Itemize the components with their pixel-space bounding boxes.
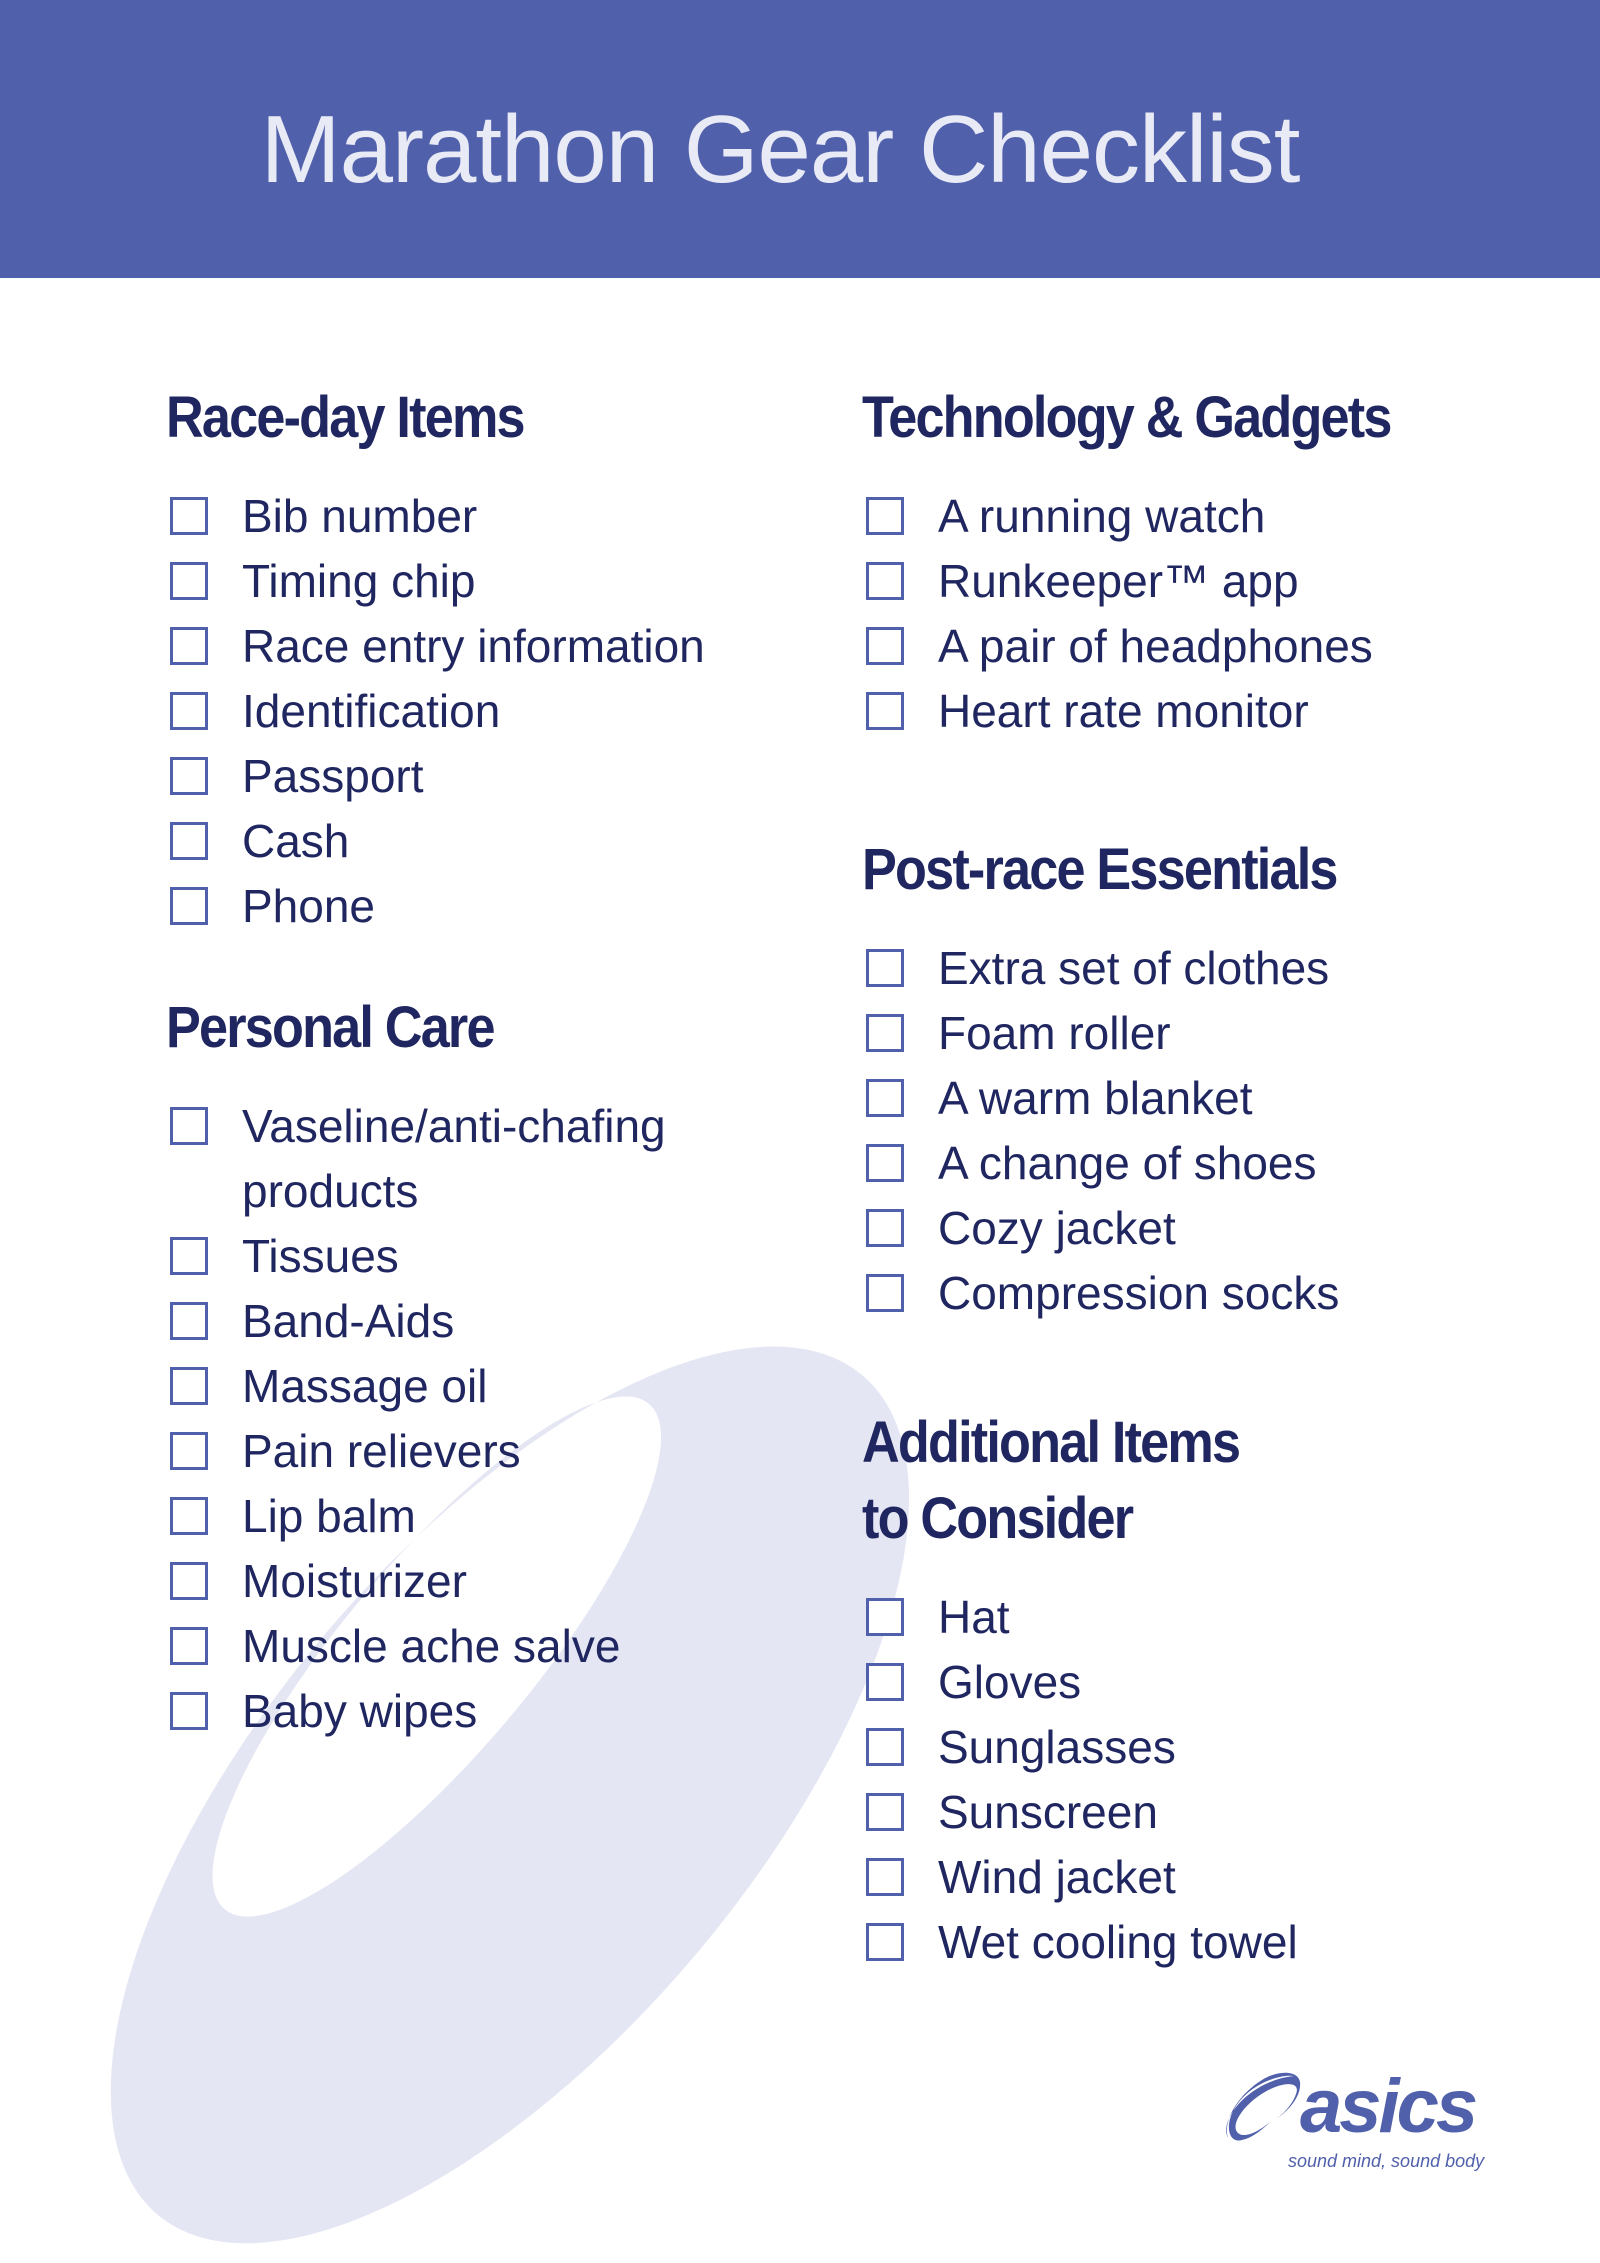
checkbox[interactable]: [866, 497, 904, 535]
checklist-item-label: Identification: [242, 685, 501, 737]
checkbox[interactable]: [866, 1858, 904, 1896]
checklist-item-label: Sunscreen: [938, 1786, 1158, 1838]
checkbox[interactable]: [170, 822, 208, 860]
checkbox[interactable]: [170, 1302, 208, 1340]
section-heading: Technology & Gadgets: [862, 385, 1391, 450]
checklist-item-label: Sunglasses: [938, 1721, 1176, 1773]
logo-wordmark: asics: [1300, 2064, 1476, 2149]
checklist-item[interactable]: [166, 1679, 726, 1744]
checkbox[interactable]: [170, 627, 208, 665]
section-heading: Race-day Items: [166, 385, 524, 450]
checkbox[interactable]: [866, 1014, 904, 1052]
section-heading-line2: to Consider: [862, 1486, 1133, 1551]
section-heading: Personal Care: [166, 995, 494, 1060]
checklist-item-label: Wind jacket: [938, 1851, 1176, 1903]
checklist-item-label: Gloves: [938, 1656, 1082, 1708]
checklist-item[interactable]: [862, 614, 1562, 679]
checkbox[interactable]: [170, 757, 208, 795]
checkbox[interactable]: [866, 1728, 904, 1766]
checklist-item[interactable]: [862, 1001, 1562, 1066]
checklist-item[interactable]: [862, 1066, 1562, 1131]
checklist-item[interactable]: [862, 679, 1562, 744]
checklist-item[interactable]: [862, 1131, 1562, 1196]
checklist-item[interactable]: [166, 874, 766, 939]
checkbox[interactable]: [866, 949, 904, 987]
checkbox[interactable]: [866, 627, 904, 665]
checklist-item[interactable]: [862, 1261, 1562, 1326]
checkbox[interactable]: [170, 1367, 208, 1405]
checkbox[interactable]: [866, 692, 904, 730]
checklist-item-label: Vaseline/anti-chafing products: [242, 1100, 666, 1217]
section-personal-care: [166, 990, 786, 1744]
checkbox[interactable]: [866, 1144, 904, 1182]
checklist-item-label: Wet cooling towel: [938, 1916, 1298, 1968]
checklist-item-label: Passport: [242, 750, 424, 802]
checklist-item-label: Baby wipes: [242, 1685, 478, 1737]
checklist-item-label: A pair of headphones: [938, 620, 1373, 672]
checklist-item-label: Bib number: [242, 490, 478, 542]
section-heading: Post-race Essentials: [862, 837, 1337, 902]
checklist-item-label: Foam roller: [938, 1007, 1171, 1059]
checkbox[interactable]: [866, 562, 904, 600]
checkbox[interactable]: [170, 1562, 208, 1600]
checklist-item-label: A change of shoes: [938, 1137, 1317, 1189]
checklist-item-label: Band-Aids: [242, 1295, 455, 1347]
checklist-item[interactable]: [166, 614, 766, 679]
checklist-item-label: Compression socks: [938, 1267, 1340, 1319]
checklist-item-label: Tissues: [242, 1230, 399, 1282]
checklist-item-label: Pain relievers: [242, 1425, 521, 1477]
checklist-item-label: Timing chip: [242, 555, 476, 607]
asics-stripe-icon: [1222, 2068, 1302, 2148]
checkbox[interactable]: [170, 1692, 208, 1730]
checklist-item[interactable]: [166, 1419, 726, 1484]
checklist-item-label: A running watch: [938, 490, 1266, 542]
checkbox[interactable]: [866, 1663, 904, 1701]
checkbox[interactable]: [170, 497, 208, 535]
section-technology: [862, 380, 1562, 744]
checklist-item[interactable]: [862, 1845, 1562, 1910]
checkbox[interactable]: [170, 1497, 208, 1535]
section-post-race: [862, 832, 1562, 1326]
checkbox[interactable]: [170, 1627, 208, 1665]
checkbox[interactable]: [866, 1274, 904, 1312]
checklist-item[interactable]: [166, 1289, 726, 1354]
checkbox[interactable]: [170, 1107, 208, 1145]
checklist-item-label: Heart rate monitor: [938, 685, 1309, 737]
checklist-item[interactable]: [166, 1484, 726, 1549]
checklist-item[interactable]: [862, 1196, 1562, 1261]
checklist-item[interactable]: [862, 549, 1562, 614]
checkbox[interactable]: [170, 887, 208, 925]
checklist-item-label: Hat: [938, 1591, 1010, 1643]
checklist-item[interactable]: [862, 1585, 1562, 1650]
checklist-item-label: Race entry information: [242, 620, 705, 672]
checkbox[interactable]: [866, 1598, 904, 1636]
checkbox[interactable]: [170, 562, 208, 600]
checklist-item[interactable]: [166, 809, 766, 874]
checklist-item[interactable]: [166, 1549, 726, 1614]
checkbox[interactable]: [170, 1432, 208, 1470]
checkbox[interactable]: [170, 1237, 208, 1275]
logo-tagline: sound mind, sound body: [1288, 2151, 1485, 2171]
checkbox[interactable]: [170, 692, 208, 730]
checklist-item[interactable]: [166, 1354, 726, 1419]
checklist-item[interactable]: [862, 484, 1562, 549]
checklist-item[interactable]: [862, 1715, 1562, 1780]
checklist-item[interactable]: [862, 1780, 1562, 1845]
checklist-item-label: Moisturizer: [242, 1555, 467, 1607]
checklist-item-label: Runkeeper™ app: [938, 555, 1299, 607]
checklist-item-label: Muscle ache salve: [242, 1620, 621, 1672]
page-title: Marathon Gear Checklist: [260, 96, 1300, 203]
checklist-item-label: Phone: [242, 880, 376, 932]
checklist-item[interactable]: [862, 1650, 1562, 1715]
checkbox[interactable]: [866, 1923, 904, 1961]
checklist-item-label: Cash: [242, 815, 350, 867]
asics-logo: [1222, 2064, 1485, 2178]
checklist-item[interactable]: [166, 679, 766, 744]
checklist-item[interactable]: [862, 936, 1562, 1001]
checklist-item-label: Extra set of clothes: [938, 942, 1330, 994]
checkbox[interactable]: [866, 1209, 904, 1247]
checklist-item[interactable]: [862, 1910, 1562, 1975]
checklist-item[interactable]: [166, 1614, 726, 1679]
checklist-item-label: Lip balm: [242, 1490, 416, 1542]
checklist-item[interactable]: [166, 1224, 726, 1289]
header-banner: [0, 0, 1600, 278]
checklist-item[interactable]: [166, 549, 766, 614]
checkbox[interactable]: [866, 1793, 904, 1831]
checkbox[interactable]: [866, 1079, 904, 1117]
checklist-item-label: Massage oil: [242, 1360, 488, 1412]
section-additional: [862, 1405, 1562, 1975]
checklist-item-label: A warm blanket: [938, 1072, 1253, 1124]
checklist-item[interactable]: [166, 744, 766, 809]
checklist-item-label: Cozy jacket: [938, 1202, 1176, 1254]
section-race-day: [166, 380, 766, 939]
section-heading: Additional Items: [862, 1410, 1240, 1475]
checklist-item[interactable]: [166, 484, 766, 549]
checklist-item[interactable]: [166, 1094, 726, 1224]
